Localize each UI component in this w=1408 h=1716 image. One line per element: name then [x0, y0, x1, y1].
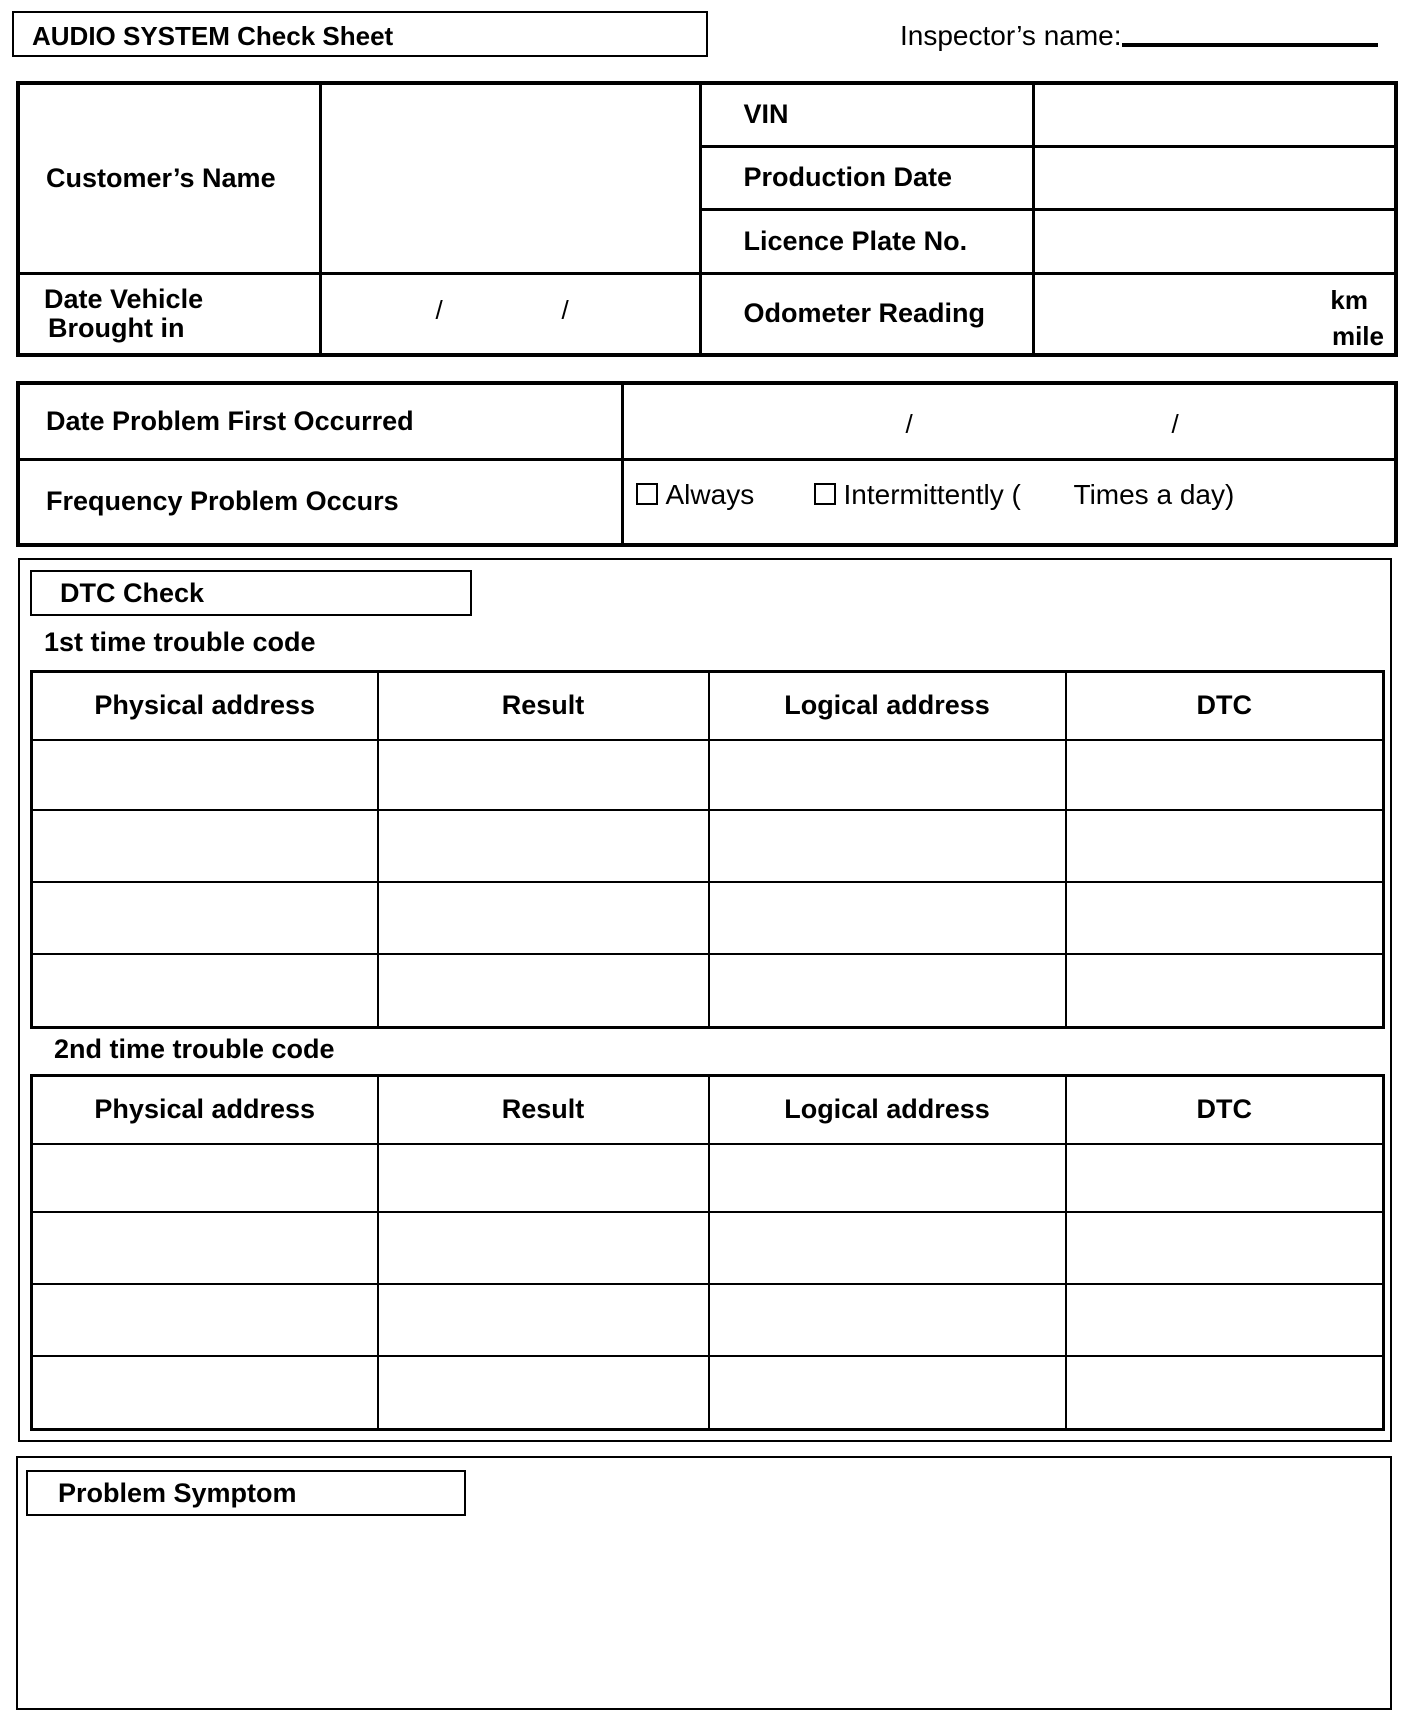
table-cell[interactable] [709, 882, 1066, 954]
table-cell[interactable] [709, 1144, 1066, 1212]
column-header: Physical address [32, 672, 378, 740]
column-header: DTC [1066, 1076, 1384, 1144]
unit-mile: mile [1331, 320, 1384, 351]
inspector-name-field[interactable] [1122, 43, 1378, 47]
table-cell[interactable] [709, 810, 1066, 882]
table-cell[interactable] [1066, 882, 1384, 954]
unit-km: km [1330, 284, 1368, 315]
table-cell[interactable] [32, 740, 378, 810]
dtc-check-section [18, 558, 1392, 1442]
licence-plate-label: Licence Plate No. [700, 209, 1033, 273]
table-cell[interactable] [32, 954, 378, 1028]
date-separator: / [1171, 409, 1179, 439]
date-separator: / [561, 294, 569, 325]
frequency-field [622, 459, 1396, 545]
date-brought-in-field[interactable] [320, 273, 700, 355]
column-header: Logical address [709, 1076, 1066, 1144]
table-cell[interactable] [1066, 954, 1384, 1028]
intermittently-checkbox[interactable] [814, 483, 836, 505]
second-time-dtc-table [30, 1074, 1385, 1431]
table-cell[interactable] [32, 1212, 378, 1284]
table-cell[interactable] [378, 810, 709, 882]
second-time-trouble-code-label: 2nd time trouble code [54, 1034, 335, 1064]
vin-label: VIN [700, 83, 1033, 146]
table-cell[interactable] [1066, 1356, 1384, 1430]
table-cell[interactable] [378, 1284, 709, 1356]
table-cell[interactable] [709, 954, 1066, 1028]
customer-name-field[interactable] [320, 83, 700, 273]
first-occurred-field[interactable] [622, 383, 1396, 459]
first-time-trouble-code-label: 1st time trouble code [44, 627, 316, 657]
column-header: Result [378, 1076, 709, 1144]
table-cell[interactable] [378, 1144, 709, 1212]
table-cell[interactable] [32, 882, 378, 954]
table-cell[interactable] [378, 1212, 709, 1284]
table-cell[interactable] [709, 1356, 1066, 1430]
table-cell[interactable] [32, 1144, 378, 1212]
always-option[interactable]: Always [636, 479, 755, 511]
column-header: Result [378, 672, 709, 740]
occurrence-table [16, 381, 1398, 547]
production-date-label: Production Date [700, 146, 1033, 209]
page-title: AUDIO SYSTEM Check Sheet [32, 21, 394, 51]
intermittently-option[interactable]: Intermittently ( [814, 479, 1021, 511]
problem-symptom-title: Problem Symptom [26, 1470, 466, 1516]
table-cell[interactable] [1066, 1212, 1384, 1284]
table-cell[interactable] [32, 1284, 378, 1356]
odometer-label: Odometer Reading [700, 273, 1033, 355]
column-header: DTC [1066, 672, 1384, 740]
dtc-check-title: DTC Check [30, 570, 472, 616]
table-cell[interactable] [709, 740, 1066, 810]
vin-field[interactable] [1033, 83, 1396, 146]
table-cell[interactable] [1066, 810, 1384, 882]
table-cell[interactable] [1066, 1144, 1384, 1212]
table-cell[interactable] [378, 882, 709, 954]
frequency-label: Frequency Problem Occurs [18, 459, 622, 545]
table-cell[interactable] [378, 954, 709, 1028]
first-time-dtc-table [30, 670, 1385, 1029]
table-cell[interactable] [1066, 740, 1384, 810]
column-header: Logical address [709, 672, 1066, 740]
customer-info-table [16, 81, 1398, 357]
inspector-name-label: Inspector’s name: [900, 20, 1122, 51]
problem-symptom-section[interactable] [16, 1456, 1392, 1710]
first-occurred-label: Date Problem First Occurred [18, 383, 622, 459]
column-header: Physical address [32, 1076, 378, 1144]
licence-plate-field[interactable] [1033, 209, 1396, 273]
table-cell[interactable] [1066, 1284, 1384, 1356]
odometer-field[interactable] [1033, 273, 1396, 355]
production-date-field[interactable] [1033, 146, 1396, 209]
table-cell[interactable] [32, 810, 378, 882]
table-cell[interactable] [32, 1356, 378, 1430]
customer-name-label: Customer’s Name [18, 83, 320, 273]
table-cell[interactable] [378, 1356, 709, 1430]
table-cell[interactable] [378, 740, 709, 810]
title-box [12, 11, 708, 57]
always-checkbox[interactable] [636, 483, 658, 505]
date-separator: / [435, 294, 443, 325]
date-brought-in-label: Date Vehicle Brought in [18, 273, 320, 355]
table-cell[interactable] [709, 1284, 1066, 1356]
table-cell[interactable] [709, 1212, 1066, 1284]
date-separator: / [905, 409, 913, 439]
times-a-day-label: Times a day) [1073, 478, 1235, 510]
